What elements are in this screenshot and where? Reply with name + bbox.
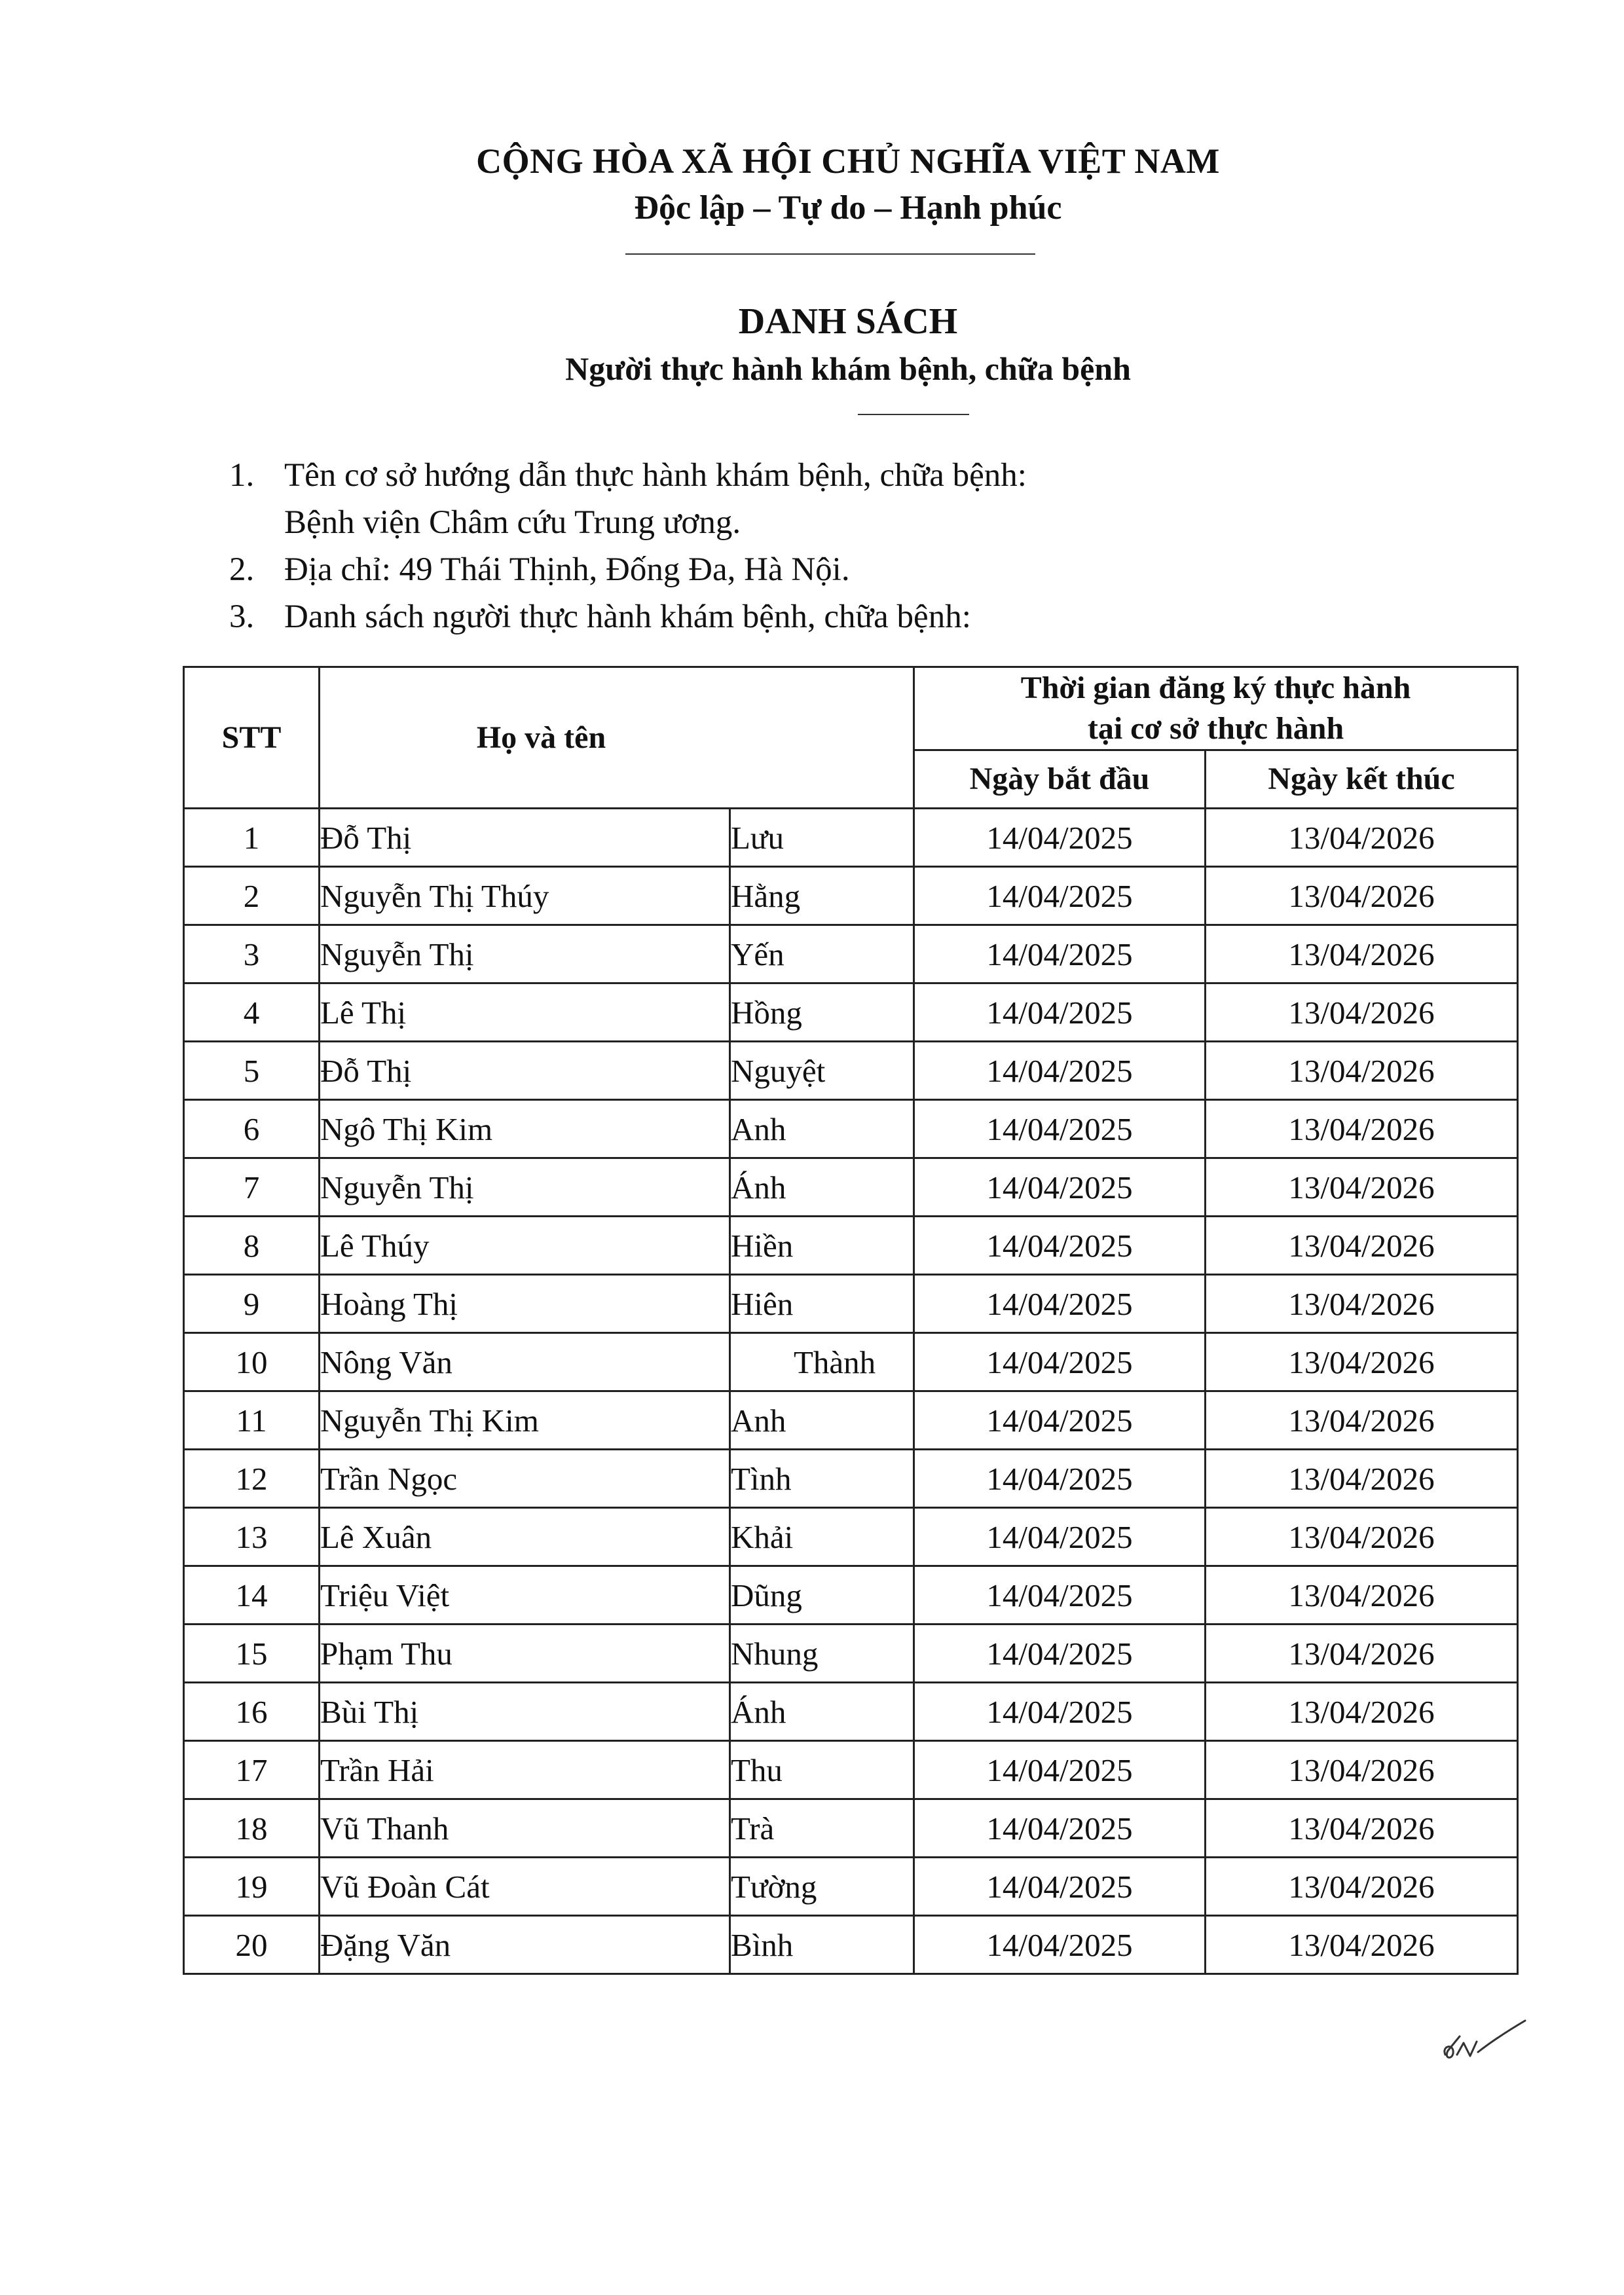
header-divider [625, 253, 1035, 255]
national-title: CỘNG HÒA XÃ HỘI CHỦ NGHĨA VIỆT NAM [476, 141, 1220, 181]
row-stt: 10 [184, 1333, 320, 1391]
row-end-date: 13/04/2026 [1206, 1625, 1518, 1683]
row-end-date: 13/04/2026 [1206, 1333, 1518, 1391]
title-divider [858, 414, 969, 415]
header-name-label: Họ và tên [476, 720, 606, 755]
row-first-name: Thành [730, 1333, 914, 1391]
row-start-date: 14/04/2025 [914, 1158, 1206, 1217]
info-item-1-continued [229, 499, 1027, 546]
row-first-name: Trà [730, 1799, 914, 1858]
row-stt: 11 [184, 1391, 320, 1450]
row-end-date: 13/04/2026 [1206, 1916, 1518, 1974]
row-stt: 18 [184, 1799, 320, 1858]
header-stt: STT [184, 667, 320, 809]
row-end-date: 13/04/2026 [1206, 1391, 1518, 1450]
row-start-date: 14/04/2025 [914, 1916, 1206, 1974]
table-row [184, 867, 1518, 925]
table-row [184, 1275, 1518, 1333]
row-last-name: Nguyễn Thị [320, 925, 730, 983]
table-row [184, 925, 1518, 983]
row-end-date: 13/04/2026 [1206, 809, 1518, 867]
row-stt: 13 [184, 1508, 320, 1566]
title-block [0, 298, 1624, 392]
info-item-2 [229, 546, 1027, 593]
facility-name: Bệnh viện Châm cứu Trung ương. [284, 504, 741, 541]
table-body [184, 809, 1518, 1974]
table-row [184, 1508, 1518, 1566]
facility-address: Địa chỉ: 49 Thái Thịnh, Đống Đa, Hà Nội. [284, 551, 850, 588]
info-item-text: Danh sách người thực hành khám bệnh, chữa bệnh: [284, 598, 971, 635]
row-end-date: 13/04/2026 [1206, 1566, 1518, 1625]
row-last-name: Đỗ Thị [320, 809, 730, 867]
row-last-name: Hoàng Thị [320, 1275, 730, 1333]
header-name [320, 667, 914, 809]
row-last-name: Lê Thị [320, 983, 730, 1042]
row-end-date: 13/04/2026 [1206, 1683, 1518, 1741]
row-end-date: 13/04/2026 [1206, 1858, 1518, 1916]
info-item-number: 1. [229, 457, 255, 494]
handwritten-initials-icon [1437, 2017, 1529, 2069]
row-stt: 3 [184, 925, 320, 983]
document-title: DANH SÁCH [738, 301, 958, 342]
table-row [184, 1741, 1518, 1799]
row-first-name: Tình [730, 1450, 914, 1508]
row-first-name: Bình [730, 1916, 914, 1974]
document-header [0, 138, 1624, 232]
table-row [184, 1217, 1518, 1275]
row-last-name: Lê Xuân [320, 1508, 730, 1566]
row-first-name: Hiên [730, 1275, 914, 1333]
row-stt: 5 [184, 1042, 320, 1100]
row-last-name: Phạm Thu [320, 1625, 730, 1683]
row-first-name: Tường [730, 1858, 914, 1916]
row-start-date: 14/04/2025 [914, 1741, 1206, 1799]
document-subtitle: Người thực hành khám bệnh, chữa bệnh [565, 350, 1131, 387]
row-stt: 6 [184, 1100, 320, 1158]
row-first-name: Ánh [730, 1683, 914, 1741]
table-row [184, 809, 1518, 867]
row-start-date: 14/04/2025 [914, 1042, 1206, 1100]
row-last-name: Nông Văn [320, 1333, 730, 1391]
header-period-line1: Thời gian đăng ký thực hành [1020, 670, 1411, 705]
row-last-name: Vũ Thanh [320, 1799, 730, 1858]
row-last-name: Nguyễn Thị [320, 1158, 730, 1217]
row-first-name: Nhung [730, 1625, 914, 1683]
row-start-date: 14/04/2025 [914, 1450, 1206, 1508]
table-row [184, 1625, 1518, 1683]
row-first-name: Hiền [730, 1217, 914, 1275]
row-last-name: Triệu Việt [320, 1566, 730, 1625]
row-first-name: Thu [730, 1741, 914, 1799]
row-first-name: Dũng [730, 1566, 914, 1625]
row-stt: 8 [184, 1217, 320, 1275]
row-last-name: Nguyễn Thị Kim [320, 1391, 730, 1450]
header-start-date: Ngày bắt đầu [914, 750, 1206, 809]
row-start-date: 14/04/2025 [914, 1799, 1206, 1858]
table-row [184, 1566, 1518, 1625]
row-stt: 7 [184, 1158, 320, 1217]
row-stt: 9 [184, 1275, 320, 1333]
row-last-name: Trần Ngọc [320, 1450, 730, 1508]
table-row [184, 1683, 1518, 1741]
row-first-name: Ánh [730, 1158, 914, 1217]
info-item-number: 3. [229, 598, 255, 635]
row-first-name: Khải [730, 1508, 914, 1566]
header-period-line2: tại cơ sở thực hành [1087, 711, 1344, 746]
row-stt: 19 [184, 1858, 320, 1916]
row-stt: 14 [184, 1566, 320, 1625]
row-end-date: 13/04/2026 [1206, 1217, 1518, 1275]
info-item-text: Tên cơ sở hướng dẫn thực hành khám bệnh, chữa bệnh: [284, 457, 1027, 494]
table-row [184, 1391, 1518, 1450]
table-row [184, 1799, 1518, 1858]
table-row [184, 983, 1518, 1042]
table-row [184, 1858, 1518, 1916]
row-first-name: Yến [730, 925, 914, 983]
row-end-date: 13/04/2026 [1206, 867, 1518, 925]
row-stt: 1 [184, 809, 320, 867]
table-header-row [184, 667, 1518, 750]
row-stt: 15 [184, 1625, 320, 1683]
national-motto: Độc lập – Tự do – Hạnh phúc [634, 189, 1062, 227]
row-end-date: 13/04/2026 [1206, 1275, 1518, 1333]
row-first-name: Hồng [730, 983, 914, 1042]
row-start-date: 14/04/2025 [914, 1217, 1206, 1275]
row-start-date: 14/04/2025 [914, 1333, 1206, 1391]
row-last-name: Trần Hải [320, 1741, 730, 1799]
row-first-name: Anh [730, 1391, 914, 1450]
row-first-name: Hằng [730, 867, 914, 925]
row-start-date: 14/04/2025 [914, 1625, 1206, 1683]
row-start-date: 14/04/2025 [914, 1275, 1206, 1333]
row-stt: 4 [184, 983, 320, 1042]
row-start-date: 14/04/2025 [914, 1508, 1206, 1566]
row-first-name: Nguyệt [730, 1042, 914, 1100]
header-end-date: Ngày kết thúc [1206, 750, 1518, 809]
row-end-date: 13/04/2026 [1206, 1042, 1518, 1100]
row-end-date: 13/04/2026 [1206, 1100, 1518, 1158]
row-stt: 2 [184, 867, 320, 925]
row-last-name: Lê Thúy [320, 1217, 730, 1275]
row-end-date: 13/04/2026 [1206, 1450, 1518, 1508]
row-start-date: 14/04/2025 [914, 1566, 1206, 1625]
row-stt: 20 [184, 1916, 320, 1974]
row-start-date: 14/04/2025 [914, 1858, 1206, 1916]
row-end-date: 13/04/2026 [1206, 1158, 1518, 1217]
row-last-name: Nguyễn Thị Thúy [320, 867, 730, 925]
info-item-3 [229, 593, 1027, 640]
table-row [184, 1916, 1518, 1974]
row-last-name: Đặng Văn [320, 1916, 730, 1974]
row-end-date: 13/04/2026 [1206, 1741, 1518, 1799]
header-period [914, 667, 1518, 750]
row-start-date: 14/04/2025 [914, 983, 1206, 1042]
table-row [184, 1100, 1518, 1158]
table-row [184, 1333, 1518, 1391]
row-start-date: 14/04/2025 [914, 1391, 1206, 1450]
row-last-name: Vũ Đoàn Cát [320, 1858, 730, 1916]
row-stt: 17 [184, 1741, 320, 1799]
row-stt: 16 [184, 1683, 320, 1741]
info-item-number: 2. [229, 551, 255, 588]
row-end-date: 13/04/2026 [1206, 1508, 1518, 1566]
row-end-date: 13/04/2026 [1206, 983, 1518, 1042]
table-row [184, 1158, 1518, 1217]
row-start-date: 14/04/2025 [914, 925, 1206, 983]
row-start-date: 14/04/2025 [914, 1683, 1206, 1741]
row-start-date: 14/04/2025 [914, 1100, 1206, 1158]
info-item-1 [229, 452, 1027, 499]
table-row [184, 1450, 1518, 1508]
row-last-name: Bùi Thị [320, 1683, 730, 1741]
row-start-date: 14/04/2025 [914, 809, 1206, 867]
info-list [229, 452, 1027, 640]
row-first-name: Anh [730, 1100, 914, 1158]
row-end-date: 13/04/2026 [1206, 925, 1518, 983]
row-last-name: Ngô Thị Kim [320, 1100, 730, 1158]
row-end-date: 13/04/2026 [1206, 1799, 1518, 1858]
row-first-name: Lưu [730, 809, 914, 867]
practitioner-table [183, 666, 1519, 1975]
row-last-name: Đỗ Thị [320, 1042, 730, 1100]
row-start-date: 14/04/2025 [914, 867, 1206, 925]
table-row [184, 1042, 1518, 1100]
row-stt: 12 [184, 1450, 320, 1508]
